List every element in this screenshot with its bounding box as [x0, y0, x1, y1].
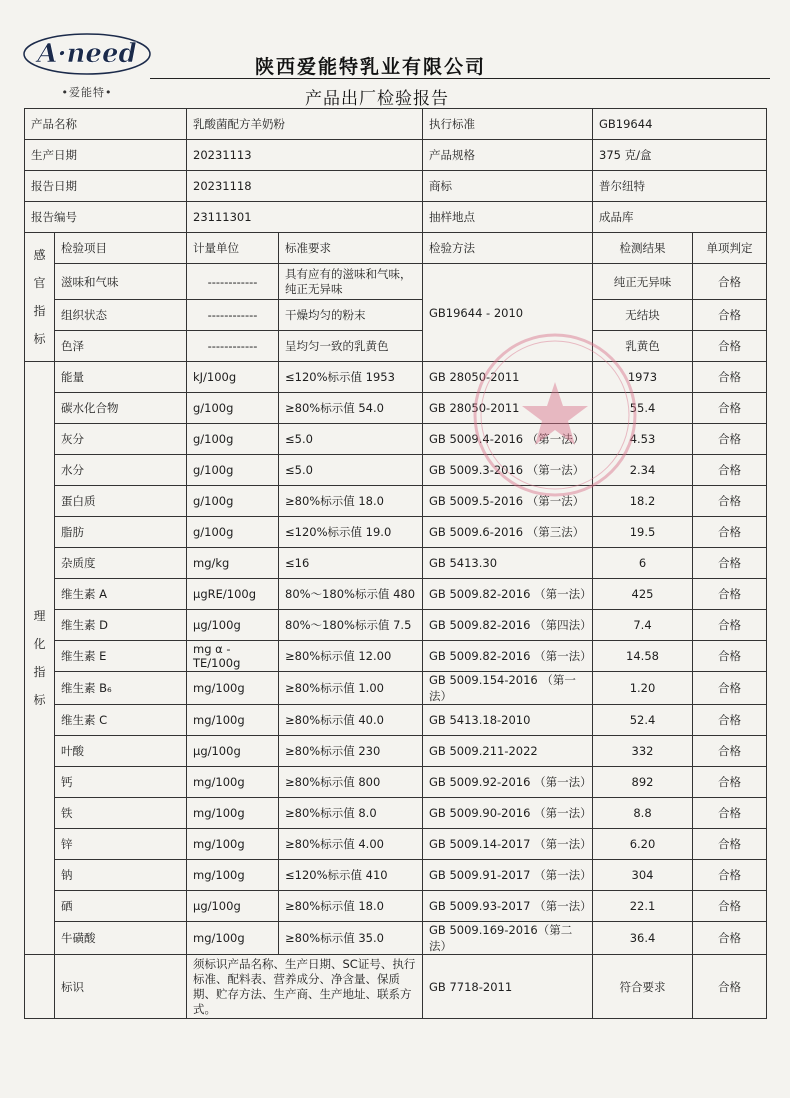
item-cell: 水分: [55, 455, 187, 486]
group-char: 理: [33, 609, 46, 623]
judgement-cell: 合格: [693, 641, 767, 672]
unit-cell: μg/100g: [187, 610, 279, 641]
group-char: 感: [33, 248, 46, 262]
unit-cell: μg/100g: [187, 891, 279, 922]
table-row: [25, 891, 767, 922]
table-row: [25, 798, 767, 829]
method-cell: GB 5009.169-2016（第二法）: [423, 922, 593, 955]
requirement-cell: ≤5.0: [279, 424, 423, 455]
requirement-cell: ≥80%标示值 800: [279, 767, 423, 798]
header-divider: [150, 78, 770, 79]
method-cell: GB 5009.4-2016 （第一法）: [423, 424, 593, 455]
requirement-cell: ≥80%标示值 1.00: [279, 672, 423, 705]
table-row: [25, 331, 767, 362]
label-standard: 执行标准: [423, 109, 593, 140]
method-cell: GB 5009.82-2016 （第一法）: [423, 641, 593, 672]
logo-subtext: •爱能特•: [61, 86, 113, 99]
info-row: [25, 171, 767, 202]
judgement-cell: 合格: [693, 955, 767, 1019]
labeling-row: [25, 955, 767, 1019]
unit-cell: mg/100g: [187, 705, 279, 736]
item-cell: 杂质度: [55, 548, 187, 579]
group-char: 化: [33, 637, 46, 651]
item-cell: 铁: [55, 798, 187, 829]
logo-text: A·need: [37, 39, 137, 69]
method-cell: GB 5009.91-2017 （第一法）: [423, 860, 593, 891]
item-cell: 维生素 B₆: [55, 672, 187, 705]
requirement-cell: ≥80%标示值 12.00: [279, 641, 423, 672]
result-cell: 22.1: [593, 891, 693, 922]
requirement-cell: 呈均匀一致的乳黄色: [279, 331, 423, 362]
header-unit: 计量单位: [187, 233, 279, 264]
method-cell: GB19644 - 2010: [423, 264, 593, 362]
method-cell: GB 5009.14-2017 （第一法）: [423, 829, 593, 860]
method-cell: GB 5009.211-2022: [423, 736, 593, 767]
judgement-cell: 合格: [693, 610, 767, 641]
requirement-cell: ≥80%标示值 35.0: [279, 922, 423, 955]
header-item: 检验项目: [55, 233, 187, 264]
unit-cell: μg/100g: [187, 736, 279, 767]
unit-cell: g/100g: [187, 393, 279, 424]
unit-cell: g/100g: [187, 424, 279, 455]
judgement-cell: 合格: [693, 829, 767, 860]
header-judgement: 单项判定: [693, 233, 767, 264]
item-cell: 标识: [55, 955, 187, 1019]
unit-cell: g/100g: [187, 455, 279, 486]
item-cell: 维生素 E: [55, 641, 187, 672]
method-cell: GB 5009.92-2016 （第一法）: [423, 767, 593, 798]
result-cell: 425: [593, 579, 693, 610]
requirement-cell: ≤120%标示值 19.0: [279, 517, 423, 548]
table-row: [25, 486, 767, 517]
header-result: 检测结果: [593, 233, 693, 264]
item-cell: 色泽: [55, 331, 187, 362]
info-row: [25, 140, 767, 171]
judgement-cell: 合格: [693, 362, 767, 393]
table-row: [25, 264, 767, 300]
unit-cell: mg/kg: [187, 548, 279, 579]
unit-cell: mg/100g: [187, 672, 279, 705]
method-cell: GB 5413.30: [423, 548, 593, 579]
result-cell: 332: [593, 736, 693, 767]
table-row: [25, 300, 767, 331]
table-row: [25, 455, 767, 486]
method-cell: GB 28050-2011: [423, 393, 593, 424]
info-row: [25, 109, 767, 140]
result-cell: 36.4: [593, 922, 693, 955]
label-production-date: 生产日期: [25, 140, 187, 171]
requirement-cell: 具有应有的滋味和气味，纯正无异味: [279, 264, 423, 300]
table-row: [25, 860, 767, 891]
requirement-cell: ≤5.0: [279, 455, 423, 486]
table-row: [25, 548, 767, 579]
table-row: [25, 922, 767, 955]
table-row: [25, 424, 767, 455]
requirement-cell: ≤120%标示值 1953: [279, 362, 423, 393]
value-report-no: 23111301: [187, 202, 423, 233]
unit-cell: mg/100g: [187, 860, 279, 891]
method-cell: GB 5009.154-2016 （第一法）: [423, 672, 593, 705]
value-spec: 375 克/盒: [593, 140, 767, 171]
result-cell: 14.58: [593, 641, 693, 672]
item-cell: 维生素 D: [55, 610, 187, 641]
judgement-cell: 合格: [693, 300, 767, 331]
item-cell: 硒: [55, 891, 187, 922]
method-cell: GB 5009.6-2016 （第三法）: [423, 517, 593, 548]
table-row: [25, 705, 767, 736]
method-cell: GB 5009.93-2017 （第一法）: [423, 891, 593, 922]
table-row: [25, 641, 767, 672]
judgement-cell: 合格: [693, 798, 767, 829]
unit-cell: g/100g: [187, 486, 279, 517]
item-cell: 维生素 C: [55, 705, 187, 736]
group-char: 标: [33, 332, 46, 346]
logo-wordmark: [22, 28, 152, 76]
value-brand: 普尔纽特: [593, 171, 767, 202]
requirement-cell: ≥80%标示值 230: [279, 736, 423, 767]
requirement-cell: ≥80%标示值 40.0: [279, 705, 423, 736]
item-cell: 能量: [55, 362, 187, 393]
value-sampling: 成品库: [593, 202, 767, 233]
table-row: [25, 393, 767, 424]
judgement-cell: 合格: [693, 891, 767, 922]
label-spec: 产品规格: [423, 140, 593, 171]
requirement-cell: ≥80%标示值 54.0: [279, 393, 423, 424]
judgement-cell: 合格: [693, 579, 767, 610]
judgement-cell: 合格: [693, 517, 767, 548]
result-cell: 52.4: [593, 705, 693, 736]
unit-cell: mg α -TE/100g: [187, 641, 279, 672]
item-cell: 钠: [55, 860, 187, 891]
unit-cell: ------------: [187, 331, 279, 362]
judgement-cell: 合格: [693, 264, 767, 300]
result-cell: 1.20: [593, 672, 693, 705]
requirement-cell: 须标识产品名称、生产日期、SC证号、执行标准、配料表、营养成分、净含量、保质期、贮存方法、生产商、生产地址、联系方式。: [187, 955, 423, 1019]
requirement-cell: ≤120%标示值 410: [279, 860, 423, 891]
result-cell: 4.53: [593, 424, 693, 455]
method-cell: GB 5009.90-2016 （第一法）: [423, 798, 593, 829]
requirement-cell: ≥80%标示值 4.00: [279, 829, 423, 860]
judgement-cell: 合格: [693, 548, 767, 579]
result-cell: 6: [593, 548, 693, 579]
table-row: [25, 362, 767, 393]
result-cell: 19.5: [593, 517, 693, 548]
header-method: 检验方法: [423, 233, 593, 264]
item-cell: 锌: [55, 829, 187, 860]
result-cell: 304: [593, 860, 693, 891]
judgement-cell: 合格: [693, 672, 767, 705]
item-cell: 蛋白质: [55, 486, 187, 517]
unit-cell: mg/100g: [187, 922, 279, 955]
result-cell: 无结块: [593, 300, 693, 331]
header-requirement: 标准要求: [279, 233, 423, 264]
group-char: 指: [33, 665, 46, 679]
value-report-date: 20231118: [187, 171, 423, 202]
value-production-date: 20231113: [187, 140, 423, 171]
item-cell: 脂肪: [55, 517, 187, 548]
unit-cell: mg/100g: [187, 767, 279, 798]
item-cell: 碳水化合物: [55, 393, 187, 424]
requirement-cell: 80%～180%标示值 480: [279, 579, 423, 610]
value-standard: GB19644: [593, 109, 767, 140]
method-cell: GB 7718-2011: [423, 955, 593, 1019]
judgement-cell: 合格: [693, 424, 767, 455]
method-cell: GB 5009.5-2016 （第一法）: [423, 486, 593, 517]
inspection-table: [24, 108, 767, 1019]
method-cell: GB 5413.18-2010: [423, 705, 593, 736]
table-row: [25, 579, 767, 610]
result-cell: 892: [593, 767, 693, 798]
unit-cell: μgRE/100g: [187, 579, 279, 610]
unit-cell: mg/100g: [187, 798, 279, 829]
judgement-cell: 合格: [693, 860, 767, 891]
label-product-name: 产品名称: [25, 109, 187, 140]
company-name: 陕西爱能特乳业有限公司: [255, 56, 487, 78]
result-cell: 纯正无异味: [593, 264, 693, 300]
blank-group-cell: [25, 955, 55, 1019]
result-cell: 2.34: [593, 455, 693, 486]
judgement-cell: 合格: [693, 455, 767, 486]
table-row: [25, 517, 767, 548]
method-cell: GB 28050-2011: [423, 362, 593, 393]
judgement-cell: 合格: [693, 922, 767, 955]
table-row: [25, 736, 767, 767]
value-product-name: 乳酸菌配方羊奶粉: [187, 109, 423, 140]
item-cell: 钙: [55, 767, 187, 798]
table-row: [25, 767, 767, 798]
unit-cell: ------------: [187, 300, 279, 331]
unit-cell: g/100g: [187, 517, 279, 548]
group-char: 指: [33, 304, 46, 318]
sensory-group-label: [25, 233, 55, 362]
item-cell: 组织状态: [55, 300, 187, 331]
judgement-cell: 合格: [693, 736, 767, 767]
label-brand: 商标: [423, 171, 593, 202]
requirement-cell: 80%～180%标示值 7.5: [279, 610, 423, 641]
requirement-cell: ≤16: [279, 548, 423, 579]
result-cell: 1973: [593, 362, 693, 393]
judgement-cell: 合格: [693, 331, 767, 362]
method-cell: GB 5009.3-2016 （第一法）: [423, 455, 593, 486]
item-cell: 滋味和气味: [55, 264, 187, 300]
item-cell: 叶酸: [55, 736, 187, 767]
result-cell: 55.4: [593, 393, 693, 424]
method-cell: GB 5009.82-2016 （第一法）: [423, 579, 593, 610]
requirement-cell: ≥80%标示值 18.0: [279, 891, 423, 922]
company-logo: [22, 22, 152, 102]
table-row: [25, 610, 767, 641]
table-row: [25, 829, 767, 860]
item-cell: 牛磺酸: [55, 922, 187, 955]
unit-cell: ------------: [187, 264, 279, 300]
result-cell: 6.20: [593, 829, 693, 860]
label-report-no: 报告编号: [25, 202, 187, 233]
report-title: 产品出厂检验报告: [305, 89, 449, 109]
column-header-row: [25, 233, 767, 264]
label-sampling: 抽样地点: [423, 202, 593, 233]
result-cell: 8.8: [593, 798, 693, 829]
group-char: 官: [33, 276, 46, 290]
physchem-group-label: [25, 362, 55, 955]
label-report-date: 报告日期: [25, 171, 187, 202]
judgement-cell: 合格: [693, 767, 767, 798]
unit-cell: kJ/100g: [187, 362, 279, 393]
requirement-cell: 干燥均匀的粉末: [279, 300, 423, 331]
table-row: [25, 672, 767, 705]
judgement-cell: 合格: [693, 705, 767, 736]
result-cell: 18.2: [593, 486, 693, 517]
group-char: 标: [33, 693, 46, 707]
requirement-cell: ≥80%标示值 18.0: [279, 486, 423, 517]
requirement-cell: ≥80%标示值 8.0: [279, 798, 423, 829]
result-cell: 7.4: [593, 610, 693, 641]
judgement-cell: 合格: [693, 393, 767, 424]
judgement-cell: 合格: [693, 486, 767, 517]
unit-cell: mg/100g: [187, 829, 279, 860]
info-row: [25, 202, 767, 233]
item-cell: 维生素 A: [55, 579, 187, 610]
result-cell: 乳黄色: [593, 331, 693, 362]
method-cell: GB 5009.82-2016 （第四法）: [423, 610, 593, 641]
item-cell: 灰分: [55, 424, 187, 455]
result-cell: 符合要求: [593, 955, 693, 1019]
